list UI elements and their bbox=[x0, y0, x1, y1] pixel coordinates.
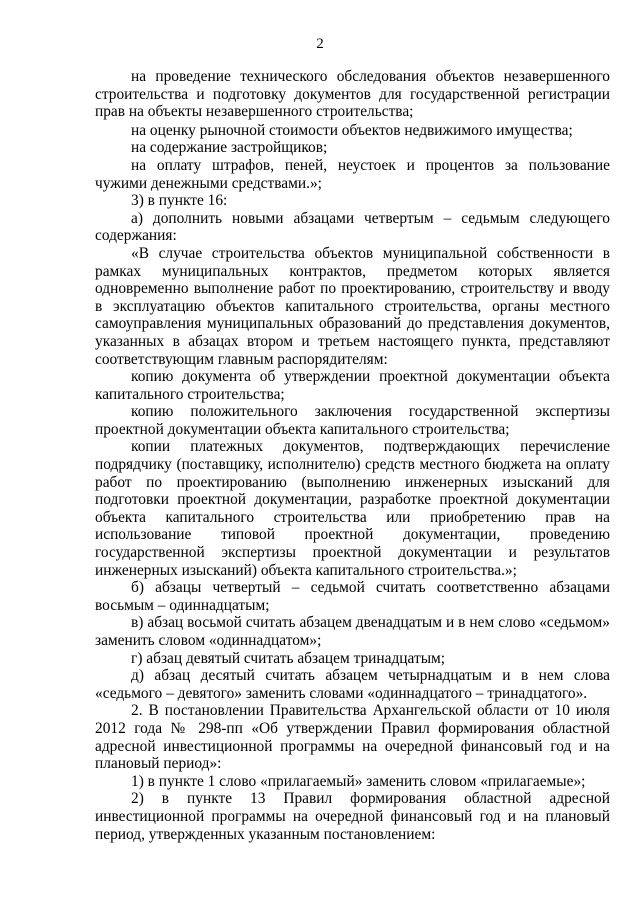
paragraph: д) абзац десятый считать абзацем четырнадцатым и в нем слова «седьмого – девятого» заменить словами «одиннадцатого – тринадцатого». bbox=[95, 667, 610, 702]
paragraph: копию положительного заключения государственной экспертизы проектной документации объекта капитального строительства; bbox=[95, 403, 610, 438]
paragraph: 2) в пункте 13 Правил формирования областной адресной инвестиционной программы на очередной финансовый год и на плановый период, утвержденных указанным постановлением: bbox=[95, 790, 610, 843]
paragraph: 3) в пункте 16: bbox=[131, 192, 228, 210]
paragraph: на содержание застройщиков; bbox=[131, 139, 328, 157]
paragraph: копии платежных документов, подтверждающих перечисление подрядчику (поставщику, исполнителю) средств местного бюджета на оплату работ по проектированию (выполнению инженерных изысканий для подготовки проектной документации, разработке проектной документации объекта капитального строительства или приобретению прав на использование типовой проектной документации, проведению государственной экспертизы проектной документации и результатов инженерных изысканий) объекта капитального строительства.»; bbox=[95, 438, 610, 579]
document-body bbox=[95, 68, 610, 843]
paragraph: 1) в пункте 1 слово «прилагаемый» заменить словом «прилагаемые»; bbox=[131, 772, 586, 790]
paragraph: б) абзацы четвертый – седьмой считать соответственно абзацами восьмым – одиннадцатым; bbox=[95, 579, 610, 614]
paragraph: на оценку рыночной стоимости объектов недвижимого имущества; bbox=[131, 121, 573, 139]
paragraph: на проведение технического обследования объектов незавершенного строительства и подготовку документов для государственной регистрации прав на объекты незавершенного строительства; bbox=[95, 68, 610, 121]
paragraph: в) абзац восьмой считать абзацем двенадцатым и в нем слово «седьмом» заменить словом «одиннадцатом»; bbox=[95, 614, 610, 649]
paragraph: г) абзац девятый считать абзацем тринадцатым; bbox=[131, 649, 446, 667]
paragraph: а) дополнить новыми абзацами четвертым – седьмым следующего содержания: bbox=[95, 209, 610, 245]
paragraph: «В случае строительства объектов муниципальной собственности в рамках муниципальных контрактов, предметом которых является одновременно выполнение работ по проектированию, строительству и вводу в эксплуатацию объектов капитального строительства, органы местного самоуправления муниципальных образований до представления документов, указанных в абзацах втором и третьем настоящего пункта, представляют соответствующим главным распорядителям: bbox=[95, 244, 610, 368]
paragraph: на оплату штрафов, пеней, неустоек и процентов за пользование чужими денежными средствами.»; bbox=[95, 156, 610, 192]
page-number: 2 bbox=[316, 36, 324, 52]
paragraph: копию документа об утверждении проектной документации объекта капитального строительства; bbox=[95, 368, 610, 403]
paragraph: 2. В постановлении Правительства Архангельской области от 10 июля 2012 года № 298-пп «Об утверждении Правил формирования областной адресной инвестиционной программы на очередной финансовый год и на плановый период»: bbox=[95, 702, 610, 773]
